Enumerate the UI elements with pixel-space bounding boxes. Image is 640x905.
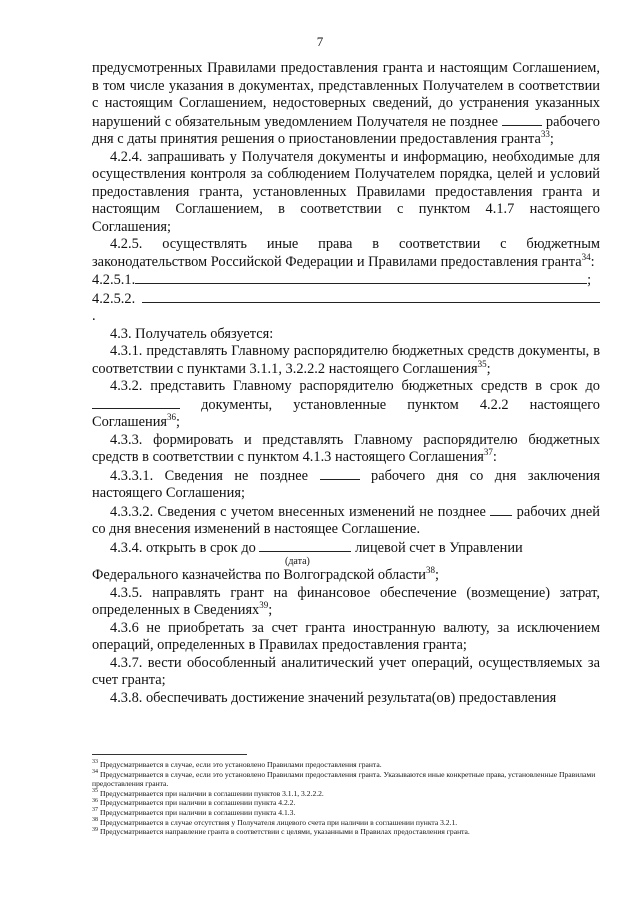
paragraph-4-3-1: 4.3.1. представлять Главному распорядителю бюджетных средств документы, в соответствии с пунктами 3.1.1, 3.2.2.2 настоящего Соглашения$^{35}$; bbox=[92, 343, 600, 377]
paragraph-text: Федерального казначейства по Волгоградской области bbox=[92, 567, 426, 583]
paragraph-4-3-6: 4.3.6 не приобретать за счет гранта иностранную валюту, за исключением операций, определенных в Правилах предоставления гранта; bbox=[92, 619, 600, 653]
item-number: 4.2.5.1. bbox=[92, 272, 136, 288]
blank-field[interactable] bbox=[92, 396, 180, 409]
paragraph-4-3-5: 4.3.5. направлять грант на финансовое обеспечение (возмещение) затрат, определенных в Сведениях$^{39}$; bbox=[92, 584, 600, 618]
paragraph-4-3-4 bbox=[92, 539, 600, 568]
footnote-number: 33 bbox=[92, 759, 98, 766]
footnote-ref: 39 bbox=[259, 600, 269, 611]
footnote-number: 36 bbox=[92, 797, 98, 804]
footnote-text: Предусматривается при наличии в соглашении пункта 4.1.3. bbox=[100, 807, 296, 817]
footnote-ref: 35 bbox=[477, 358, 487, 369]
footnote bbox=[92, 770, 602, 789]
date-caption: (дата) bbox=[285, 556, 310, 567]
footnotes bbox=[92, 760, 602, 837]
paragraph-4-3: 4.3. Получатель обязуется: bbox=[110, 325, 274, 342]
paragraph-text: рабочего дня с даты принятия решения о приостановлении предоставления гранта bbox=[92, 113, 600, 147]
footnote-text: Предусматривается в случае, если это установлено Правилами предоставления гранта. bbox=[100, 760, 382, 769]
paragraph-text: 4.3.5. направлять грант на финансовое обеспечение (возмещение) затрат, определенных в Сведениях bbox=[92, 584, 600, 618]
footnote bbox=[92, 760, 602, 770]
footnote-text: Предусматривается при наличии в соглашении пункта 4.2.2. bbox=[100, 798, 296, 808]
paragraph-text: 4.2.5. осуществлять иные права в соответствии с бюджетным законодательством Российской Федерации и Правилами предоставления гранта bbox=[92, 236, 600, 270]
paragraph-continuation: предусмотренных Правилами предоставления гранта и настоящим Соглашением, в том числе указания в документах, представленных Получателем в соответствии с настоящим Соглашением, недостоверных сведений, до устранения указанных нарушений с обязательным уведомлением Получателя не позднее рабочего дня с даты принятия решения о приостановлении предоставления гранта$^{33}$; bbox=[92, 60, 600, 147]
paragraph-text: рабочих дней со дня внесения изменений в настоящее Соглашение. bbox=[92, 503, 600, 537]
page-number: 7 bbox=[316, 34, 324, 49]
footnote-text: Предусматривается в случае, если это установлено Правилами предоставления гранта. Указываются иные конкретные права, установленные Правилами предоставления гранта. bbox=[92, 769, 596, 789]
paragraph-text: 4.3.4. открыть в срок до bbox=[110, 539, 256, 556]
document-body bbox=[92, 60, 600, 707]
paragraph-4-3-3-2 bbox=[92, 503, 600, 539]
footnote bbox=[92, 789, 602, 799]
footnote-number: 39 bbox=[92, 826, 98, 833]
blank-field[interactable] bbox=[135, 271, 587, 284]
paragraph-text: предусмотренных Правилами предоставления гранта и настоящим Соглашением, в том числе указания в документах, представленных Получателем в соответствии с настоящим Соглашением, недостоверных сведений, до устранения указанных нарушений с обязательным уведомлением Получателя не позднее bbox=[92, 60, 600, 130]
footnote-number: 38 bbox=[92, 817, 98, 824]
footnote-divider bbox=[92, 754, 247, 755]
paragraph-text: 4.3.3.1. Сведения не позднее bbox=[110, 467, 309, 484]
footnote bbox=[92, 818, 602, 828]
blank-field[interactable] bbox=[142, 290, 600, 303]
paragraph-text: 4.3.1. представлять Главному распорядителю бюджетных средств документы, в соответствии с пунктами 3.1.1, 3.2.2.2 настоящего Соглашения bbox=[92, 343, 600, 377]
footnote bbox=[92, 827, 602, 837]
footnote-ref: 36 bbox=[167, 412, 177, 423]
paragraph-4-3-8: 4.3.8. обеспечивать достижение значений результата(ов) предоставления bbox=[110, 689, 557, 706]
date-blank-field[interactable] bbox=[259, 539, 351, 552]
blank-field[interactable] bbox=[490, 503, 512, 516]
item-number: 4.2.5.2. bbox=[92, 290, 136, 307]
paragraph-4-3-7: 4.3.7. вести обособленный аналитический учет операций, осуществляемых за счет гранта; bbox=[92, 654, 600, 688]
footnote-number: 35 bbox=[92, 788, 98, 795]
paragraph-4-2-5-2: 4.2.5.2. . bbox=[92, 290, 600, 326]
paragraph-4-2-5-1: 4.2.5.1. ; bbox=[92, 272, 592, 288]
paragraph-4-3-4-cont: Федерального казначейства по Волгоградской области$^{38}$; bbox=[92, 565, 439, 583]
paragraph-4-2-4: 4.2.4. запрашивать у Получателя документы и информацию, необходимые для осуществления контроля за соблюдением Получателем порядка, целей и условий предоставления гранта, установленных Правилами предоставления гранта и настоящим Соглашением, в соответствии с пунктом 4.1.7 настоящего Соглашения; bbox=[92, 148, 600, 235]
paragraph-text: 4.3.3. формировать и представлять Главному распорядителю бюджетных средств в соответствии с пунктом 4.1.3 настоящего Соглашения bbox=[92, 431, 600, 465]
footnote bbox=[92, 798, 602, 808]
paragraph-text: 4.3.2. представить Главному распорядителю бюджетных средств в срок до bbox=[110, 378, 600, 394]
footnote-ref: 33 bbox=[540, 129, 550, 140]
paragraph-4-3-3-1 bbox=[92, 467, 600, 503]
footnote bbox=[92, 808, 602, 818]
footnote-text: Предусматривается при наличии в соглашении пунктов 3.1.1, 3.2.2.2. bbox=[100, 788, 324, 798]
blank-field[interactable] bbox=[320, 467, 360, 480]
footnote-ref: 34 bbox=[581, 251, 591, 262]
blank-field[interactable] bbox=[502, 113, 542, 126]
paragraph-text: лицевой счет в Управлении bbox=[355, 539, 523, 556]
footnote-number: 34 bbox=[92, 769, 98, 776]
paragraph-4-2-5: 4.2.5. осуществлять иные права в соответствии с бюджетным законодательством Российской Федерации и Правилами предоставления гранта$^{34}$: bbox=[92, 236, 600, 270]
paragraph-4-3-2: 4.3.2. представить Главному распорядителю бюджетных средств в срок до документы, установленные пунктом 4.2.2 настоящего Соглашения$^{36}$; bbox=[92, 378, 600, 430]
footnote-ref: 38 bbox=[425, 565, 435, 576]
paragraph-text: документы, установленные пунктом 4.2.2 настоящего Соглашения bbox=[92, 396, 600, 430]
paragraph-text: рабочего дня со дня заключения настоящего Соглашения; bbox=[92, 467, 600, 501]
footnote-text: Предусматривается в случае отсутствия у Получателя лицевого счета при наличии в соглашении пункта 3.2.1. bbox=[100, 817, 458, 827]
footnote-text: Предусматривается направление гранта в соответствии с целями, указанными в Правилах предоставления гранта. bbox=[100, 827, 470, 837]
footnote-ref: 37 bbox=[483, 447, 493, 458]
paragraph-text: 4.3.3.2. Сведения с учетом внесенных изменений не позднее bbox=[110, 503, 486, 520]
footnote-number: 37 bbox=[92, 807, 98, 814]
paragraph-4-3-3: 4.3.3. формировать и представлять Главному распорядителю бюджетных средств в соответствии с пунктом 4.1.3 настоящего Соглашения$^{37}$: bbox=[92, 431, 600, 465]
